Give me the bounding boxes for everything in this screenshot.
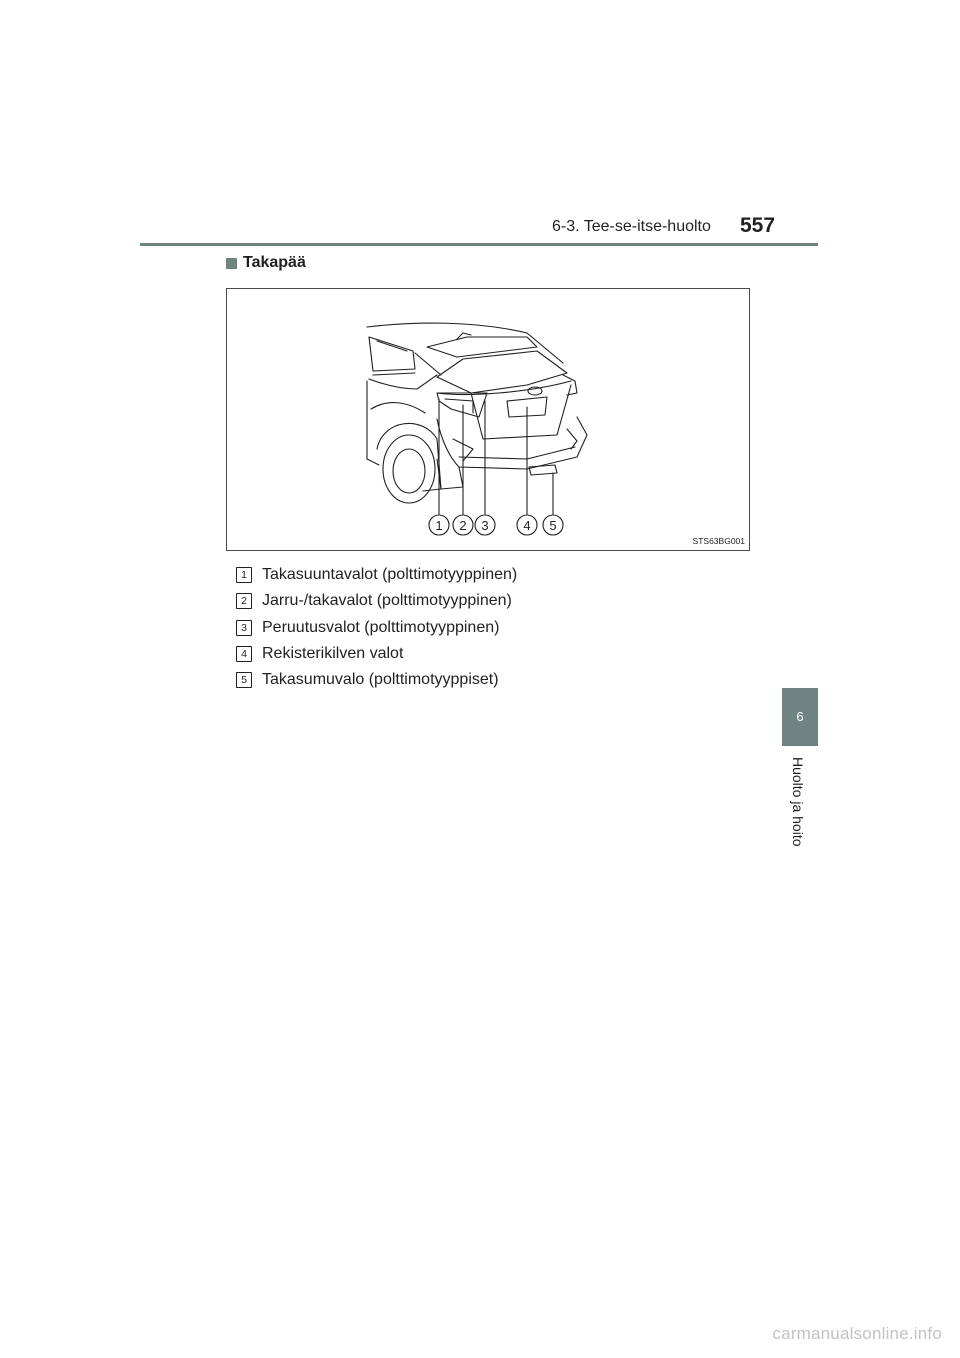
legend-text: Takasumuvalo (polttimotyyppiset) — [262, 671, 499, 689]
chapter-side-label: Huolto ja hoito — [790, 757, 806, 847]
header-rule — [140, 243, 818, 246]
watermark: carmanualsonline.info — [772, 1324, 942, 1343]
legend-text: Peruutusvalot (polttimotyyppinen) — [262, 618, 500, 636]
legend-text: Jarru-/takavalot (polttimotyyppinen) — [262, 592, 512, 610]
page-number: 557 — [740, 214, 776, 237]
section-heading — [226, 254, 306, 272]
legend-item — [236, 588, 517, 614]
legend-text: Rekisterikilven valot — [262, 645, 404, 663]
square-bullet-icon — [226, 258, 237, 269]
callout-label-3: 3 — [481, 518, 489, 533]
rear-lights-figure — [226, 288, 750, 551]
number-badge: 3 — [236, 620, 252, 636]
number-badge: 2 — [236, 593, 252, 609]
legend-item — [236, 615, 517, 641]
chapter-tab: 6 — [782, 688, 818, 746]
number-badge: 1 — [236, 567, 252, 583]
callout-label-5: 5 — [549, 518, 557, 533]
legend-text: Takasuuntavalot (polttimotyyppinen) — [262, 566, 518, 584]
running-header: 6-3. Tee-se-itse-huolto — [552, 218, 711, 235]
number-badge: 4 — [236, 646, 252, 662]
legend-item — [236, 562, 517, 588]
car-rear-illustration — [227, 289, 749, 550]
legend-item — [236, 641, 517, 667]
section-heading-text: Takapää — [243, 254, 306, 271]
callout-label-4: 4 — [523, 518, 531, 533]
legend-item — [236, 667, 517, 693]
number-badge: 5 — [236, 672, 252, 688]
legend-list — [236, 562, 517, 693]
callout-label-2: 2 — [459, 518, 467, 533]
callout-label-1: 1 — [435, 518, 443, 533]
figure-code: STS63BG001 — [692, 536, 745, 546]
